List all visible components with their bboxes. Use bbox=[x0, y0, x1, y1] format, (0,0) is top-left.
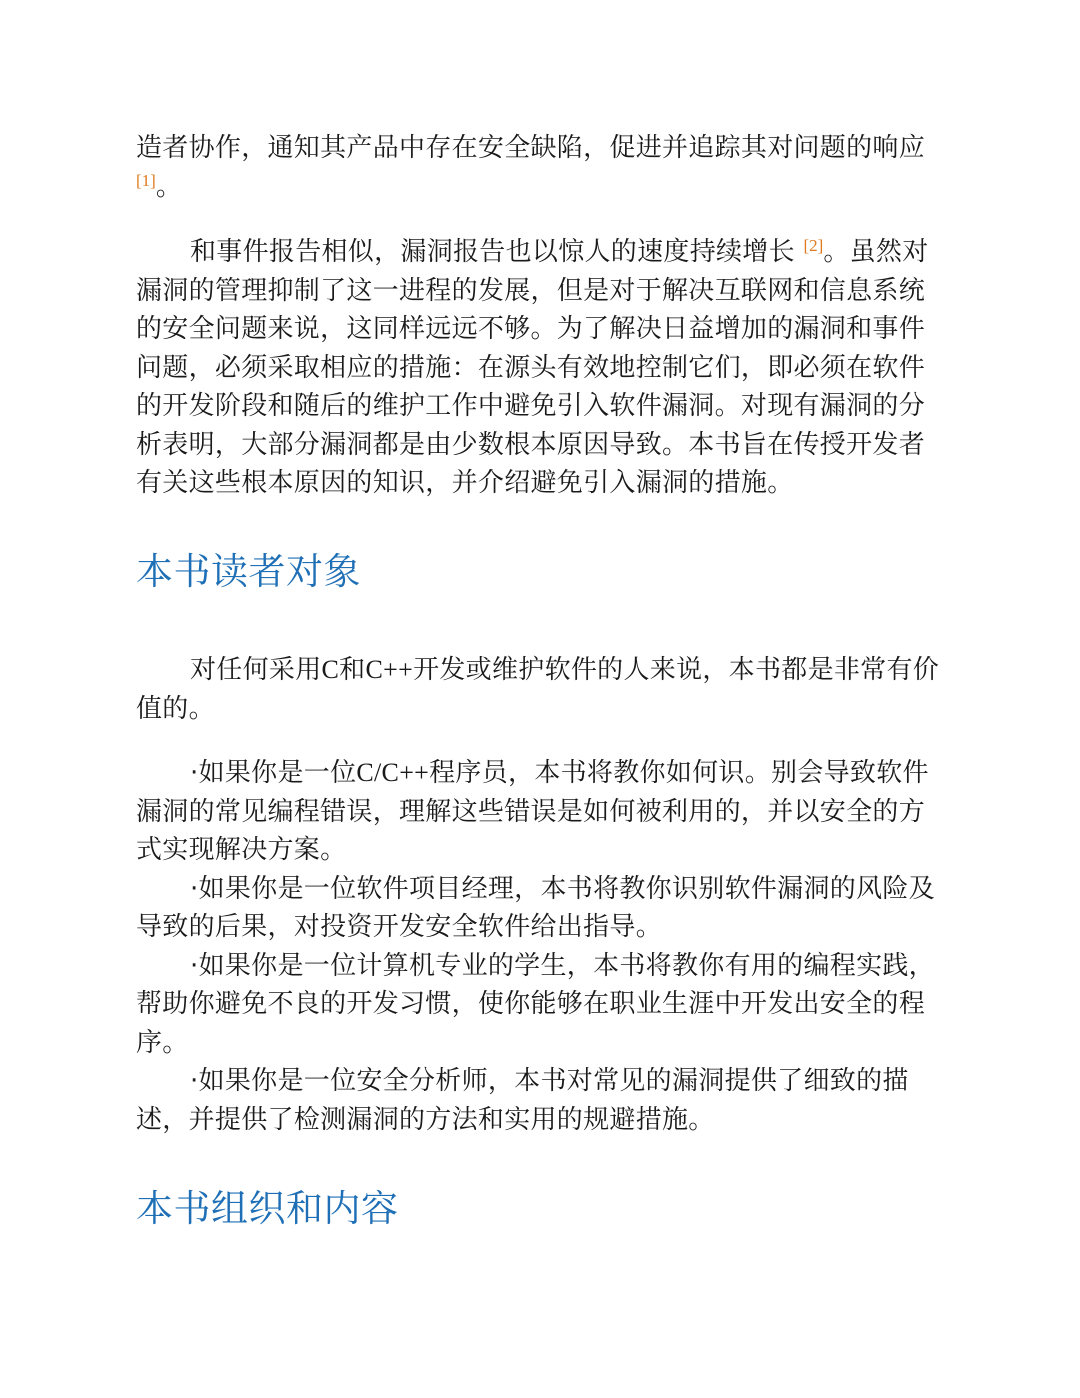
section-heading-organization: 本书组织和内容 bbox=[136, 1187, 399, 1230]
paragraph-text: 和 bbox=[339, 655, 366, 685]
bullet-text: 程序员，本书将教你如何识。别会导致软件漏洞的常见编程错误，理解这些错误是如何被利用的，并以安全的方式实现解决方案。 bbox=[136, 758, 929, 865]
paragraph-text: 。虽然对漏洞的管理抑制了这一进程的发展，但是对于解决互联网和信息系统的安全问题来说，这同样远远不够。为了解决日益增加的漏洞和事件问题，必须采取相应的措施：在源头有效地控制它们，即必须在软件的开发阶段和随后的维护工作中避免引入软件漏洞。对现有漏洞的分析表明，大部分漏洞都是由少数根本原因导致。本书旨在传授开发者有关这些根本原因的知识，并介绍避免引入漏洞的措施。 bbox=[136, 237, 929, 498]
paragraph-intro-continued bbox=[136, 129, 940, 206]
bullet-dot: · bbox=[190, 758, 199, 788]
bullet-item-project-manager bbox=[136, 870, 940, 947]
bullet-dot: · bbox=[190, 1066, 199, 1096]
paragraph-text: 对任何采用 bbox=[190, 655, 322, 685]
bullet-item-programmer bbox=[136, 754, 940, 870]
bullet-item-student bbox=[136, 947, 940, 1063]
bullet-text: 如果你是一位 bbox=[198, 758, 357, 788]
paragraph-text: 。 bbox=[155, 171, 183, 202]
bullet-text: 如果你是一位安全分析师，本书对常见的漏洞提供了细致的描述，并提供了检测漏洞的方法和实用的规避措施。 bbox=[136, 1066, 909, 1135]
section-heading-readers: 本书读者对象 bbox=[136, 550, 361, 593]
paragraph-text: 开发或维护软件的人来说，本书都是非常有价值的。 bbox=[136, 655, 940, 724]
bullet-dot: · bbox=[190, 873, 199, 904]
bullet-text: 如果你是一位计算机专业的学生，本书将教你有用的编程实践，帮助你避免不良的开发习惯，使你能够在职业生涯中开发出安全的程序。 bbox=[136, 950, 935, 1058]
reference-link-2[interactable]: [2] bbox=[803, 236, 824, 255]
bullet-dot: · bbox=[190, 950, 199, 981]
bullet-item-security-analyst bbox=[136, 1062, 940, 1139]
paragraph-vulnerability-reports bbox=[136, 233, 940, 503]
bullet-text: 如果你是一位软件项目经理，本书将教你识别软件漏洞的风险及导致的后果，对投资开发安全软件给出指导。 bbox=[136, 873, 935, 942]
audience-bullet-list bbox=[136, 754, 940, 1139]
paragraph-text-latin: C++ bbox=[365, 655, 414, 684]
paragraph-text: 造者协作，通知其产品中存在安全缺陷，促进并追踪其对问题的响应 bbox=[136, 133, 926, 163]
bullet-text-latin: C/C++ bbox=[356, 758, 430, 787]
paragraph-text: 和事件报告相似，漏洞报告也以惊人的速度持续增长 bbox=[190, 237, 795, 267]
paragraph-audience-intro bbox=[136, 651, 940, 728]
reference-link-1[interactable]: [1] bbox=[136, 170, 156, 190]
paragraph-text-latin: C bbox=[321, 655, 340, 684]
